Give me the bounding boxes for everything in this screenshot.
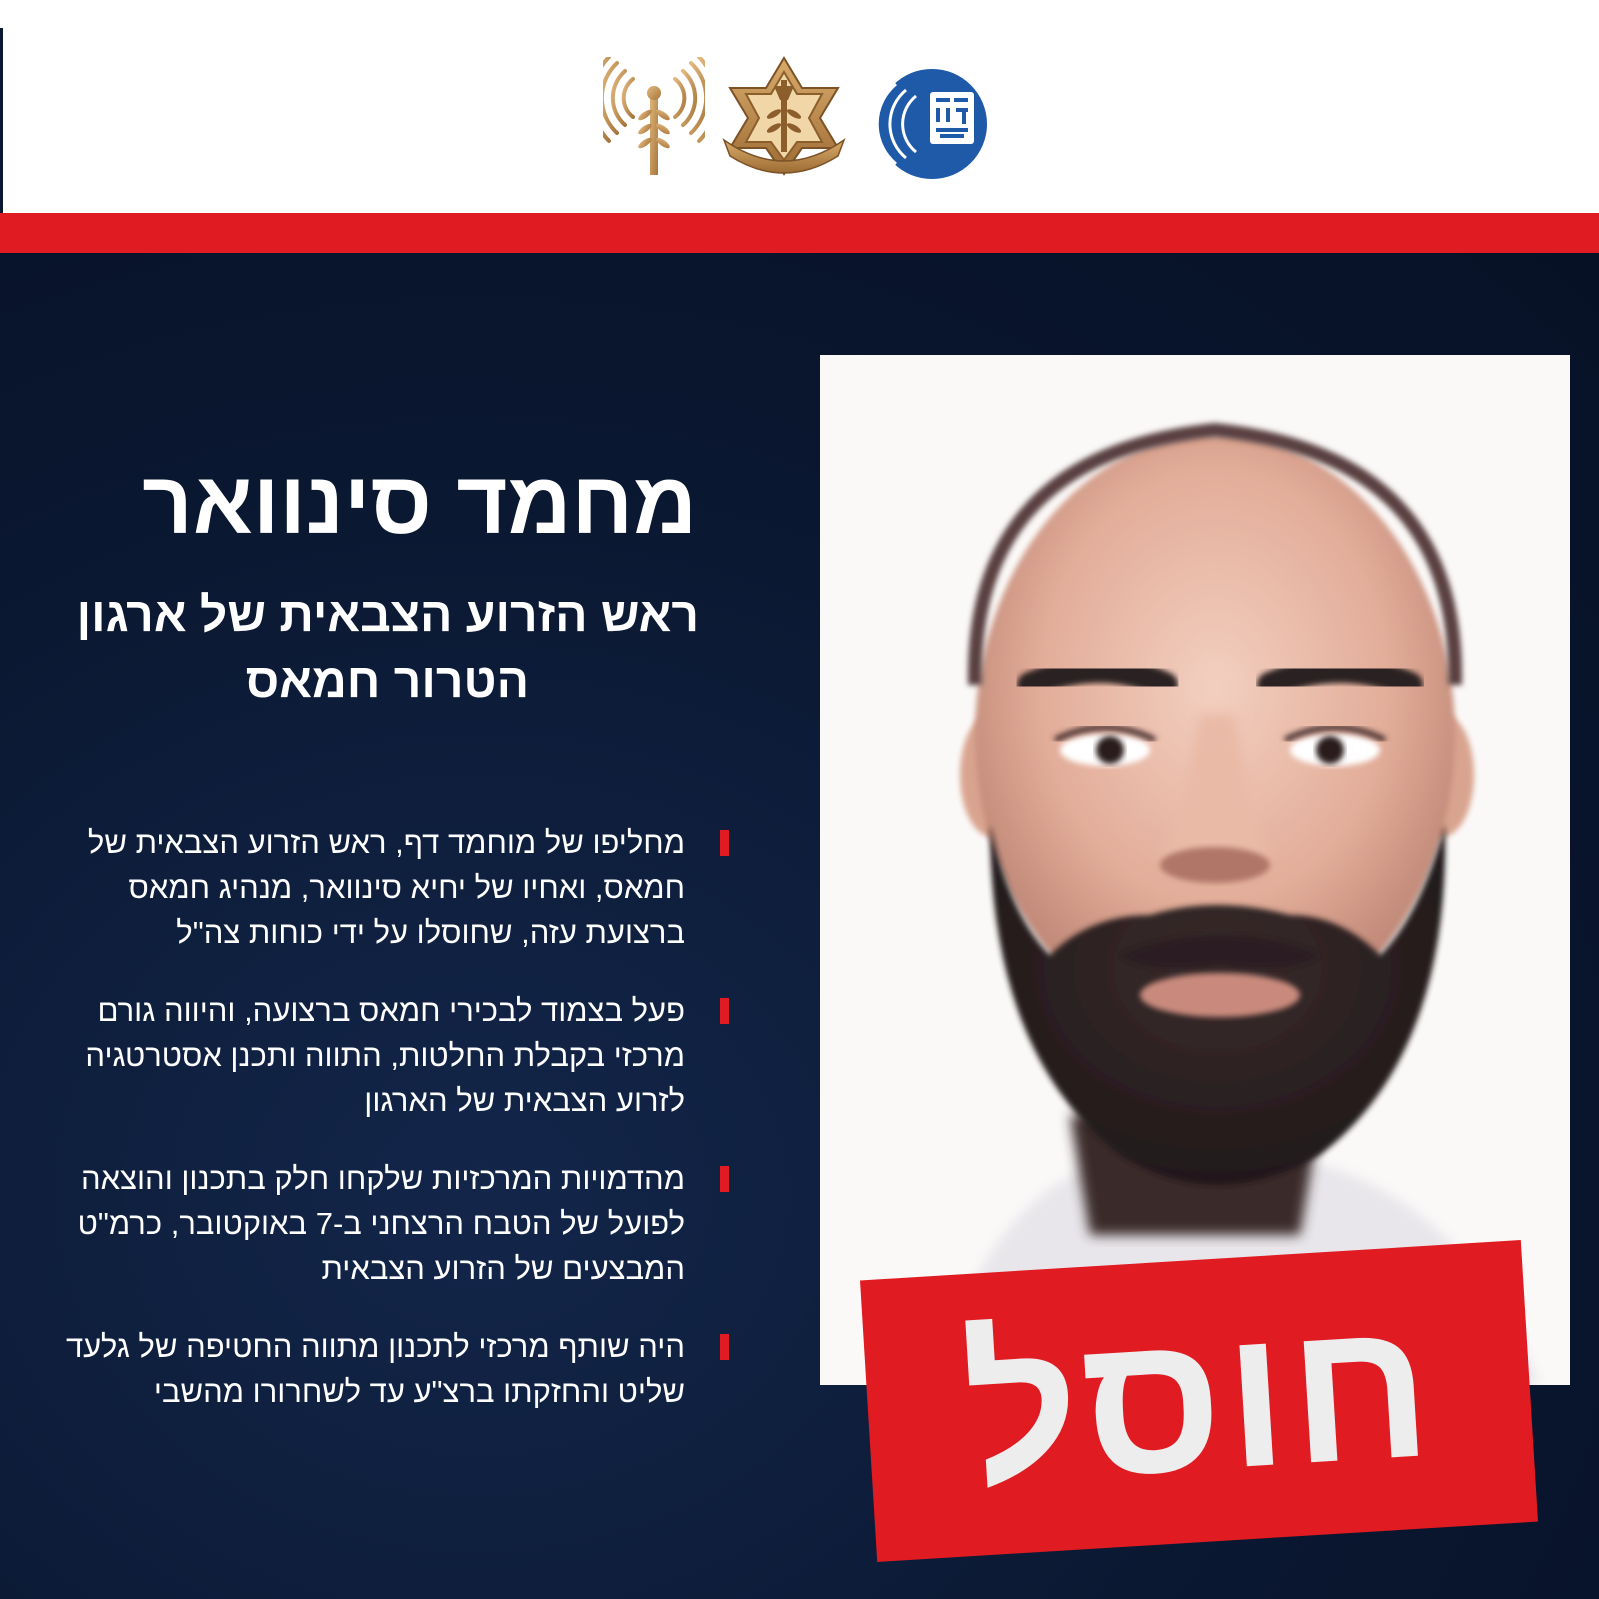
shin-bet-emblem-icon bbox=[876, 68, 988, 180]
role-line-2: הטרור חמאס bbox=[245, 655, 529, 708]
eliminated-stamp bbox=[860, 1240, 1538, 1562]
bullet-item bbox=[29, 988, 729, 1123]
stamp-label: חוסל bbox=[957, 1274, 1441, 1527]
idf-emblem-icon bbox=[718, 56, 850, 176]
bullet-marker bbox=[720, 998, 729, 1024]
bullet-text: מחליפו של מוחמד דף, ראש הזרוע הצבאית של חמאס, ואחיו של יחיא סינוואר, מנהיג חמאס ברצועת עזה, שחוסלו על ידי כוחות צה"ל bbox=[87, 825, 685, 950]
bullet-item bbox=[29, 1324, 729, 1414]
red-divider-bar bbox=[0, 213, 1599, 253]
bullet-list bbox=[29, 820, 729, 1447]
bullet-text: היה שותף מרכזי לתכנון מתווה החטיפה של גלעד שליט והחזקתו ברצ"ע עד לשחרורו מהשבי bbox=[65, 1329, 685, 1409]
person-role bbox=[0, 583, 699, 715]
bullet-item bbox=[29, 1156, 729, 1291]
role-line-1: ראש הזרוע הצבאית של ארגון bbox=[76, 589, 699, 642]
header-edge bbox=[0, 28, 3, 213]
bullet-marker bbox=[720, 1334, 729, 1360]
header bbox=[0, 0, 1599, 213]
bullet-marker bbox=[720, 1166, 729, 1192]
bullet-item bbox=[29, 820, 729, 955]
bullet-text: פעל בצמוד לבכירי חמאס ברצועה, והיווה גורם מרכזי בקבלת החלטות, התווה ותכנן אסטרטגיה לזרוע הצבאית של הארגון bbox=[85, 993, 685, 1118]
portrait-photo bbox=[820, 355, 1570, 1385]
portrait-illustration bbox=[820, 355, 1570, 1385]
intelligence-signal-icon bbox=[603, 57, 705, 179]
bullet-marker bbox=[720, 830, 729, 856]
person-name: מחמד סינוואר bbox=[142, 453, 697, 552]
bullet-text: מהדמויות המרכזיות שלקחו חלק בתכנון והוצאה לפועל של הטבח הרצחני ב-7 באוקטובר, כרמ"ט המבצעים של הזרוע הצבאית bbox=[77, 1161, 685, 1286]
